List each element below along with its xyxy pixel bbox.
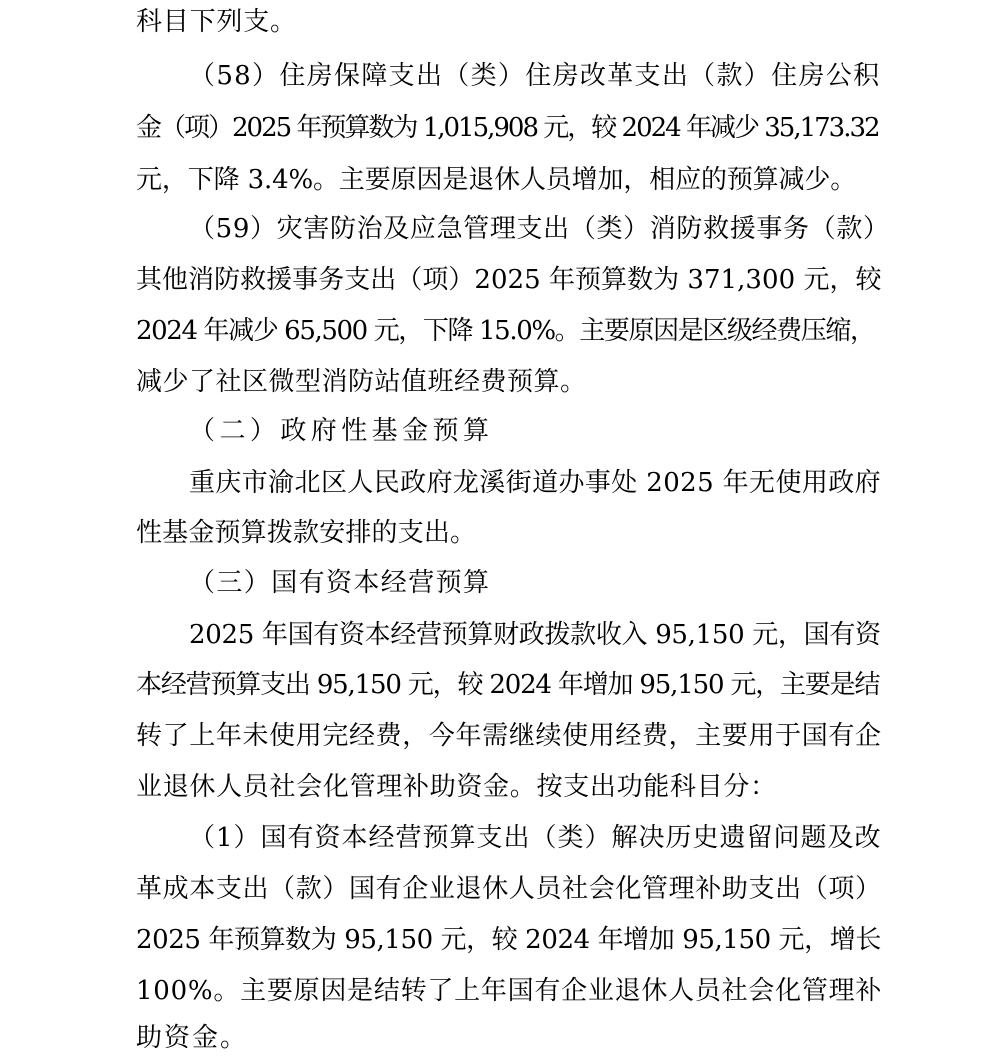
text-line: （59）灾害防治及应急管理支出（类）消防救援事务（款）: [189, 214, 890, 244]
text-line: 100%。主要原因是结转了上年国有企业退休人员社会化管理补: [136, 976, 883, 1006]
text-line: 转了上年未使用完经费，今年需继续使用经费，主要用于国有企: [136, 721, 882, 751]
text-line: 助资金。: [136, 1023, 249, 1053]
text-line: 元，下降 3.4%。主要原因是退休人员增加，相应的预算减少。: [136, 165, 857, 195]
text-line: 2025 年预算数为 95,150 元，较 2024 年增加 95,150 元，增长: [136, 925, 881, 955]
text-line: 本经营预算支出 95,150 元，较 2024 年增加 95,150 元，主要是结: [136, 670, 880, 700]
text-line: 2025 年国有资本经营预算财政拨款收入 95,150 元，国有资: [189, 620, 881, 650]
text-line: 2024 年减少 65,500 元，下降 15.0%。主要原因是区级经费压缩，: [136, 316, 875, 346]
text-line: 科目下列支。: [136, 7, 297, 37]
text-line: （58）住房保障支出（类）住房改革支出（款）住房公积: [189, 61, 881, 91]
text-line: 减少了社区微型消防站值班经费预算。: [136, 367, 587, 397]
text-line: 金（项）2025 年预算数为 1,015,908 元，较 2024 年减少 35,173.32: [136, 113, 879, 143]
text-line: （1）国有资本经营预算支出（类）解决历史遗留问题及改: [189, 823, 882, 853]
text-line: 业退休人员社会化管理补助资金。按支出功能科目分：: [136, 772, 777, 802]
text-line: 重庆市渝北区人民政府龙溪街道办事处 2025 年无使用政府: [189, 468, 882, 498]
text-line: 其他消防救援事务支出（项）2025 年预算数为 371,300 元，较: [136, 265, 882, 295]
text-line: 性基金预算拨款安排的支出。: [136, 518, 477, 548]
section-heading: （三）国有资本经营预算: [189, 568, 491, 598]
text-line: 革成本支出（款）国有企业退休人员社会化管理补助支出（项）: [136, 874, 882, 904]
section-heading: （二）政府性基金预算: [189, 416, 494, 446]
